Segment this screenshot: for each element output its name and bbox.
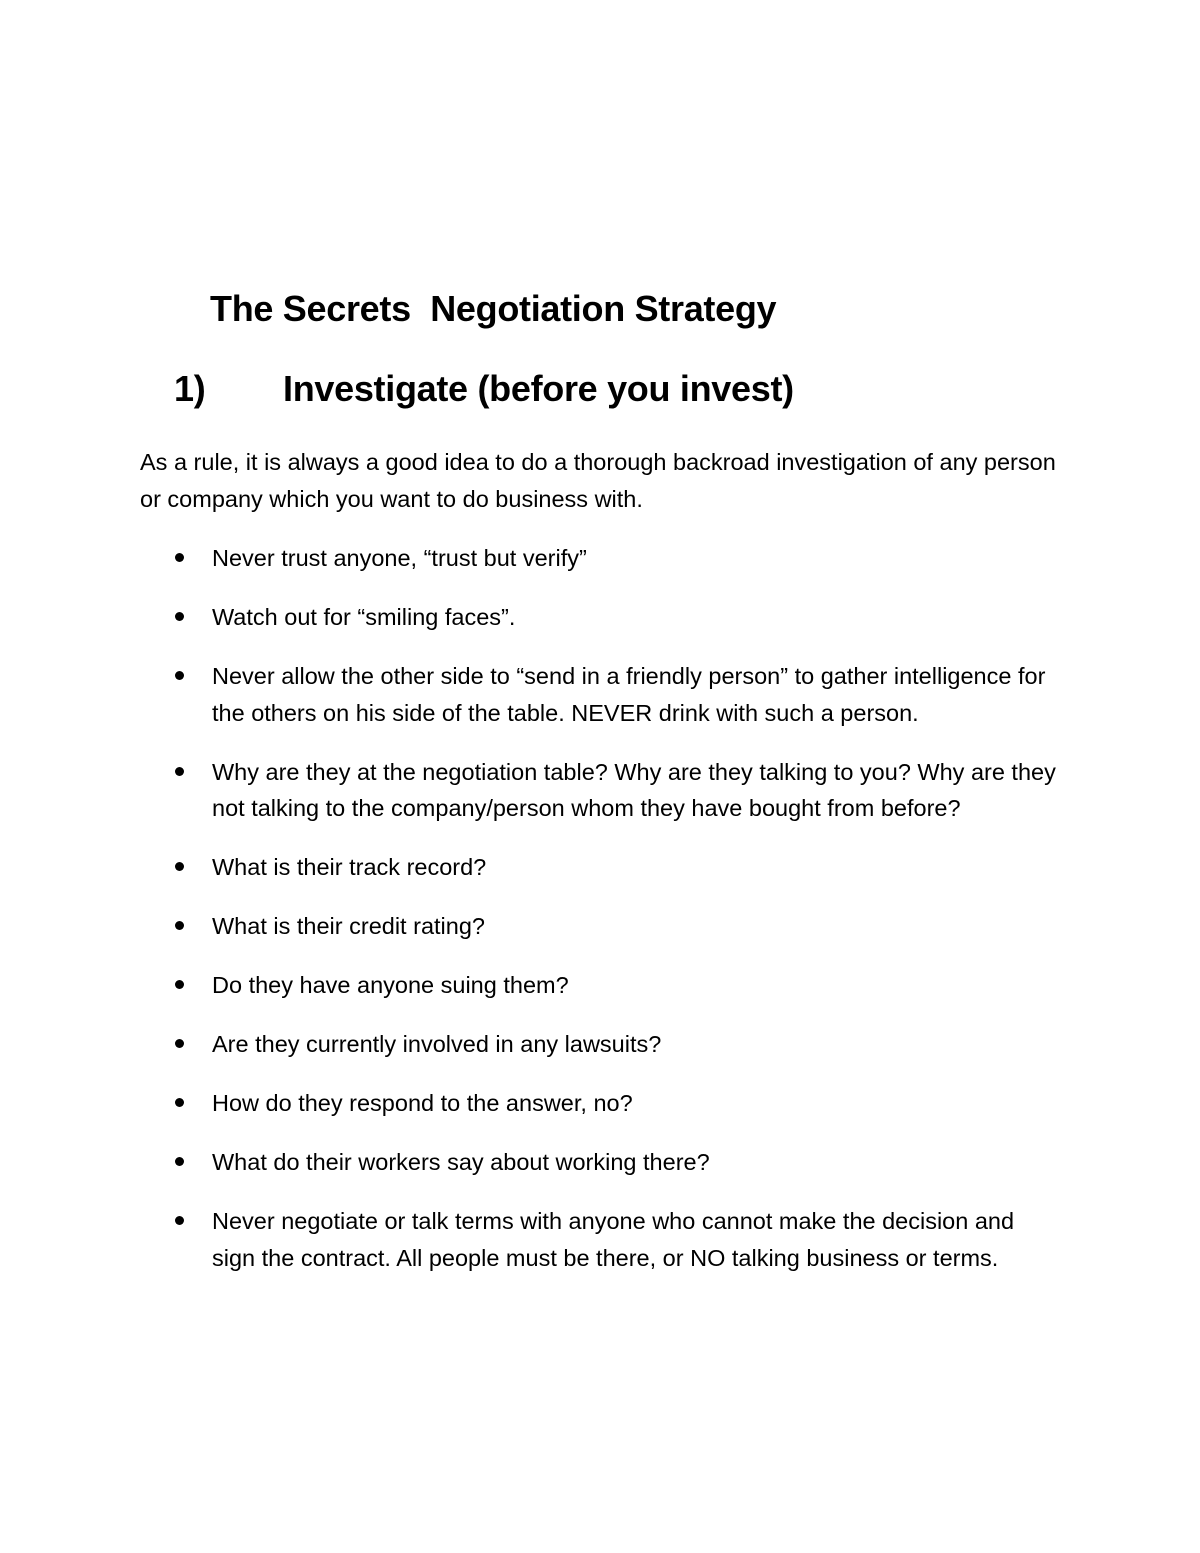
section-number: 1) bbox=[174, 368, 206, 409]
bullet-text: Never allow the other side to “send in a friendly person” to gather intelligence for the others on his side of the table. NEVER drink with such a person. bbox=[212, 663, 1046, 726]
bullet-item bbox=[0, 540, 1062, 577]
bullet-text: Are they currently involved in any lawsuits? bbox=[212, 1031, 662, 1057]
bullet-icon bbox=[175, 671, 184, 680]
bullet-icon bbox=[175, 767, 184, 776]
bullet-list bbox=[0, 540, 1200, 1299]
bullet-text: Never trust anyone, “trust but verify” bbox=[212, 545, 587, 571]
bullet-item bbox=[0, 1026, 1062, 1063]
bullet-text: What is their track record? bbox=[212, 854, 487, 880]
bullet-icon bbox=[175, 1039, 184, 1048]
document-title: The Secrets Negotiation Strategy bbox=[210, 288, 777, 329]
bullet-icon bbox=[175, 1216, 184, 1225]
bullet-icon bbox=[175, 921, 184, 930]
section-heading bbox=[174, 368, 794, 410]
bullet-text: Do they have anyone suing them? bbox=[212, 972, 569, 998]
bullet-text: Watch out for “smiling faces”. bbox=[212, 604, 516, 630]
bullet-icon bbox=[175, 1098, 184, 1107]
bullet-item bbox=[0, 1144, 1062, 1181]
bullet-item bbox=[0, 1203, 1062, 1276]
bullet-item bbox=[0, 908, 1062, 945]
bullet-text: What do their workers say about working there? bbox=[212, 1149, 710, 1175]
bullet-text: What is their credit rating? bbox=[212, 913, 485, 939]
bullet-text: Why are they at the negotiation table? Why are they talking to you? Why are they not talking to the company/person whom they have bought from before? bbox=[212, 758, 1056, 821]
bullet-icon bbox=[175, 862, 184, 871]
bullet-icon bbox=[175, 612, 184, 621]
bullet-text: Never negotiate or talk terms with anyone who cannot make the decision and sign the contract. All people must be there, or NO talking business or terms. bbox=[212, 1208, 1015, 1271]
bullet-icon bbox=[175, 1157, 184, 1166]
bullet-text: How do they respond to the answer, no? bbox=[212, 1090, 633, 1116]
section-title: Investigate (before you invest) bbox=[283, 368, 794, 409]
bullet-item bbox=[0, 754, 1062, 827]
bullet-item bbox=[0, 599, 1062, 636]
bullet-item bbox=[0, 658, 1062, 731]
bullet-icon bbox=[175, 980, 184, 989]
bullet-item bbox=[0, 1085, 1062, 1122]
intro-paragraph: As a rule, it is always a good idea to do a thorough backroad investigation of any person or company which you want to do business with. bbox=[140, 449, 1056, 512]
bullet-item bbox=[0, 849, 1062, 886]
bullet-icon bbox=[175, 553, 184, 562]
bullet-item bbox=[0, 967, 1062, 1004]
